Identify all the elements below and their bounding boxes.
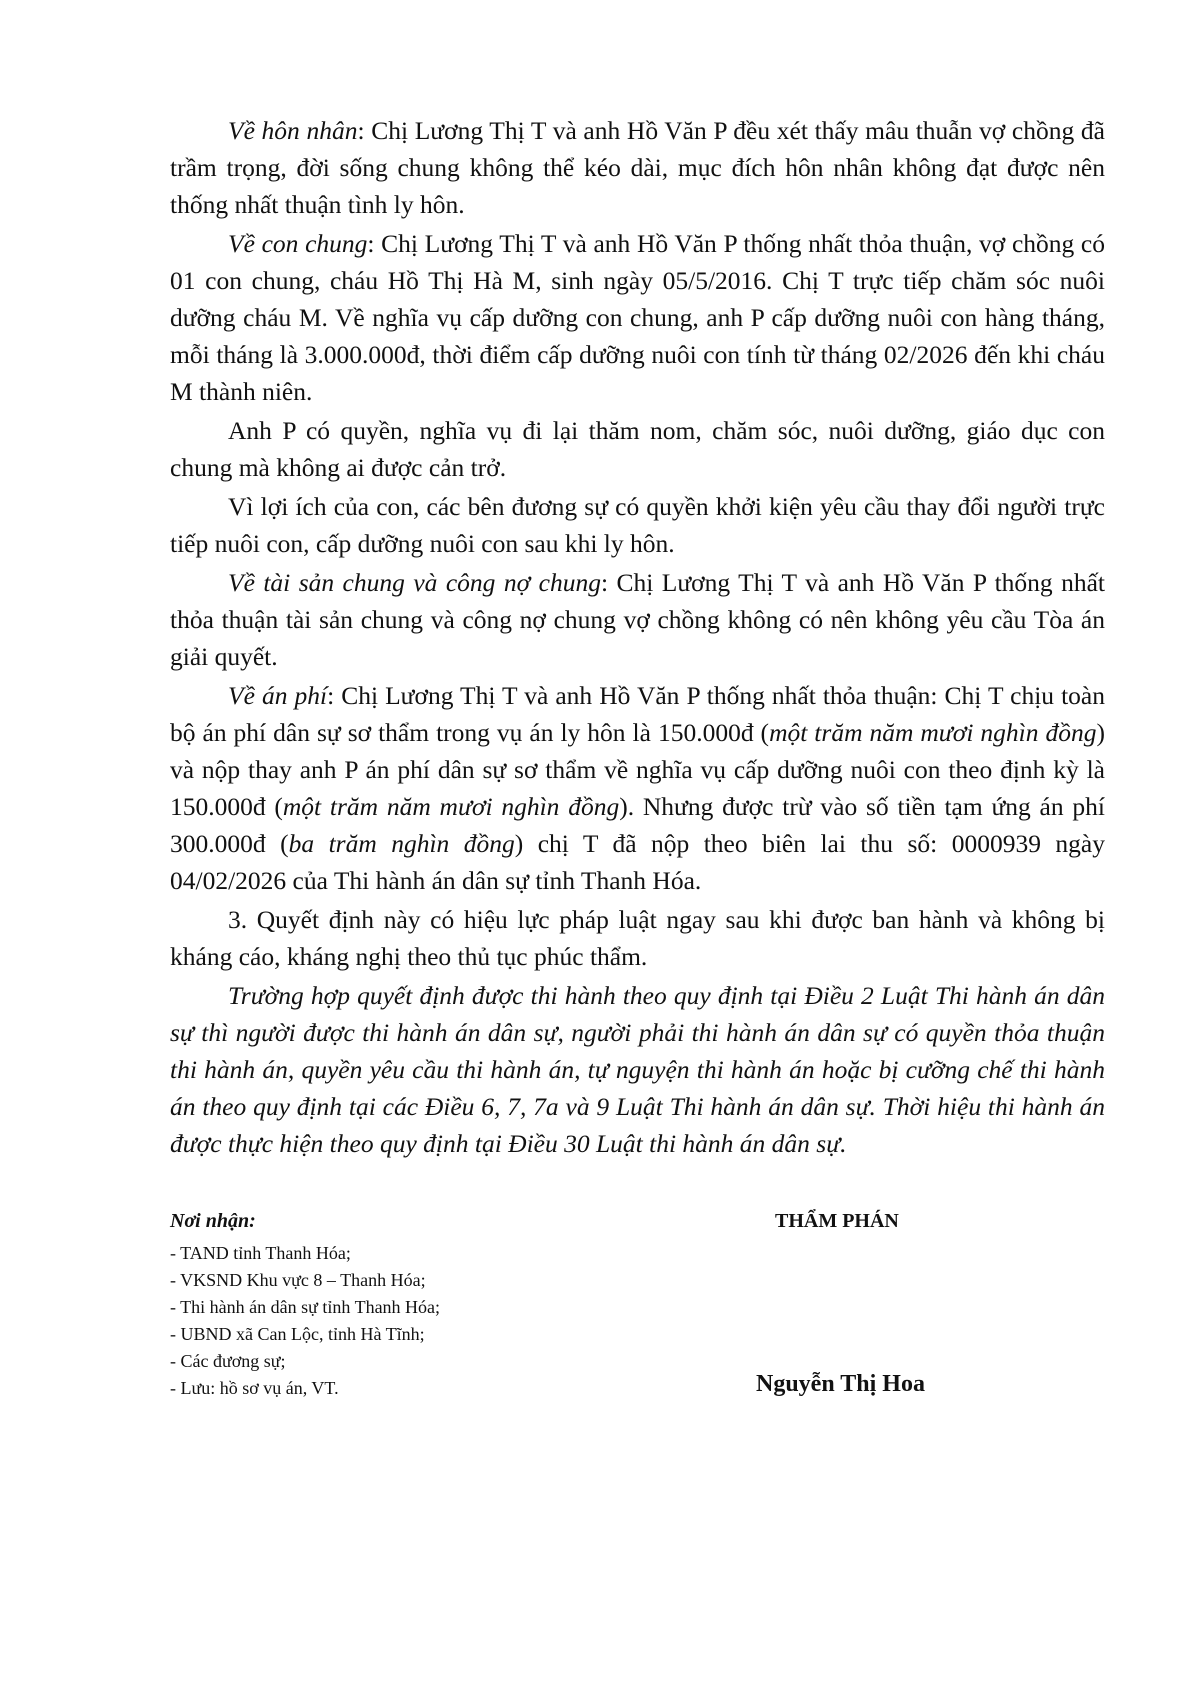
judge-name: Nguyễn Thị Hoa: [756, 1371, 925, 1397]
paragraph-property: [170, 564, 1105, 675]
text-property: : Chị Lương Thị T và anh Hồ Văn P thống nhất thỏa thuận tài sản chung và công nợ chung vợ chồng không có nên không yêu cầu Tòa án giải quyết.: [170, 568, 1105, 671]
recipient-item: - Thi hành án dân sự tỉnh Thanh Hóa;: [170, 1297, 441, 1317]
label-property: Về tài sản chung và công nợ chung: [228, 568, 601, 597]
text-court-fee-c: ). Nhưng được trừ vào số tiền tạm ứng án phí 300.000đ (: [170, 792, 1105, 858]
text-enforcement: Trường hợp quyết định được thi hành theo quy định tại Điều 2 Luật Thi hành án dân sự thì người được thi hành án dân sự, người phải thi hành án dân sự có quyền thỏa thuận thi hành án, quyền yêu cầu thi hành án, tự nguyện thi hành án hoặc bị cưỡng chế thi hành án theo quy định tại các Điều 6, 7, 7a và 9 Luật Thi hành án dân sự. Thời hiệu thi hành án được thực hiện theo quy định tại Điều 30 Luật thi hành án dân sự.: [170, 981, 1105, 1158]
amount-words-a: một trăm năm mươi nghìn đồng: [769, 718, 1097, 747]
amount-words-b: một trăm năm mươi nghìn đồng: [282, 792, 620, 821]
recipients-list: [170, 1208, 690, 1402]
label-children: Về con chung: [228, 229, 368, 258]
recipient-item: - Lưu: hồ sơ vụ án, VT.: [170, 1378, 339, 1398]
text-court-fee-a: : Chị Lương Thị T và anh Hồ Văn P thống nhất thỏa thuận: Chị T chịu toàn bộ án phí dân sự sơ thẩm trong vụ án ly hôn là 150.000đ (: [170, 681, 1105, 747]
recipient-item: - UBND xã Can Lộc, tỉnh Hà Tĩnh;: [170, 1324, 425, 1344]
document-body: [170, 112, 1105, 1162]
text-children: : Chị Lương Thị T và anh Hồ Văn P thống nhất thỏa thuận, vợ chồng có 01 con chung, cháu Hồ Thị Hà M, sinh ngày 05/5/2016. Chị T trực tiếp chăm sóc nuôi dưỡng cháu M. Về nghĩa vụ cấp dưỡng con chung, anh P cấp dưỡng nuôi con hàng tháng, mỗi tháng là 3.000.000đ, thời điểm cấp dưỡng nuôi con tính từ tháng 02/2026 đến khi cháu M thành niên.: [170, 229, 1106, 406]
amount-words-c: ba trăm nghìn đồng: [288, 829, 515, 858]
recipient-item: - TAND tỉnh Thanh Hóa;: [170, 1243, 351, 1263]
paragraph-marriage: [170, 112, 1105, 223]
paragraph-enforcement: [170, 977, 1105, 1162]
paragraph-effect: [170, 901, 1105, 975]
recipients-title: Nơi nhận:: [170, 1210, 256, 1232]
paragraph-court-fee: [170, 677, 1105, 899]
text-court-fee-d: ) chị T đã nộp theo biên lai thu số: 0000939 ngày 04/02/2026 của Thi hành án dân sự tỉnh Thanh Hóa.: [170, 829, 1105, 895]
text-visitation: Anh P có quyền, nghĩa vụ đi lại thăm nom, chăm sóc, nuôi dưỡng, giáo dục con chung mà không ai được cản trở.: [170, 416, 1105, 482]
recipient-item: - Các đương sự;: [170, 1351, 286, 1371]
text-marriage: : Chị Lương Thị T và anh Hồ Văn P đều xét thấy mâu thuẫn vợ chồng đã trầm trọng, đời sống chung không thể kéo dài, mục đích hôn nhân không đạt được nên thống nhất thuận tình ly hôn.: [170, 116, 1105, 219]
judge-title: THẨM PHÁN: [775, 1210, 899, 1232]
text-court-fee-b: ) và nộp thay anh P án phí dân sự sơ thẩm về nghĩa vụ cấp dưỡng nuôi con theo định kỳ là 150.000đ (: [170, 718, 1105, 821]
paragraph-child-interest: [170, 488, 1105, 562]
text-effect: 3. Quyết định này có hiệu lực pháp luật ngay sau khi được ban hành và không bị kháng cáo, kháng nghị theo thủ tục phúc thẩm.: [170, 905, 1105, 971]
text-child-interest: Vì lợi ích của con, các bên đương sự có quyền khởi kiện yêu cầu thay đổi người trực tiếp nuôi con, cấp dưỡng nuôi con sau khi ly hôn.: [170, 492, 1105, 558]
paragraph-visitation: [170, 412, 1105, 486]
label-marriage: Về hôn nhân: [228, 116, 358, 145]
paragraph-children: [170, 225, 1105, 410]
label-court-fee: Về án phí: [228, 681, 328, 710]
recipient-item: - VKSND Khu vực 8 – Thanh Hóa;: [170, 1270, 426, 1290]
signature-block: [170, 1208, 1105, 1408]
